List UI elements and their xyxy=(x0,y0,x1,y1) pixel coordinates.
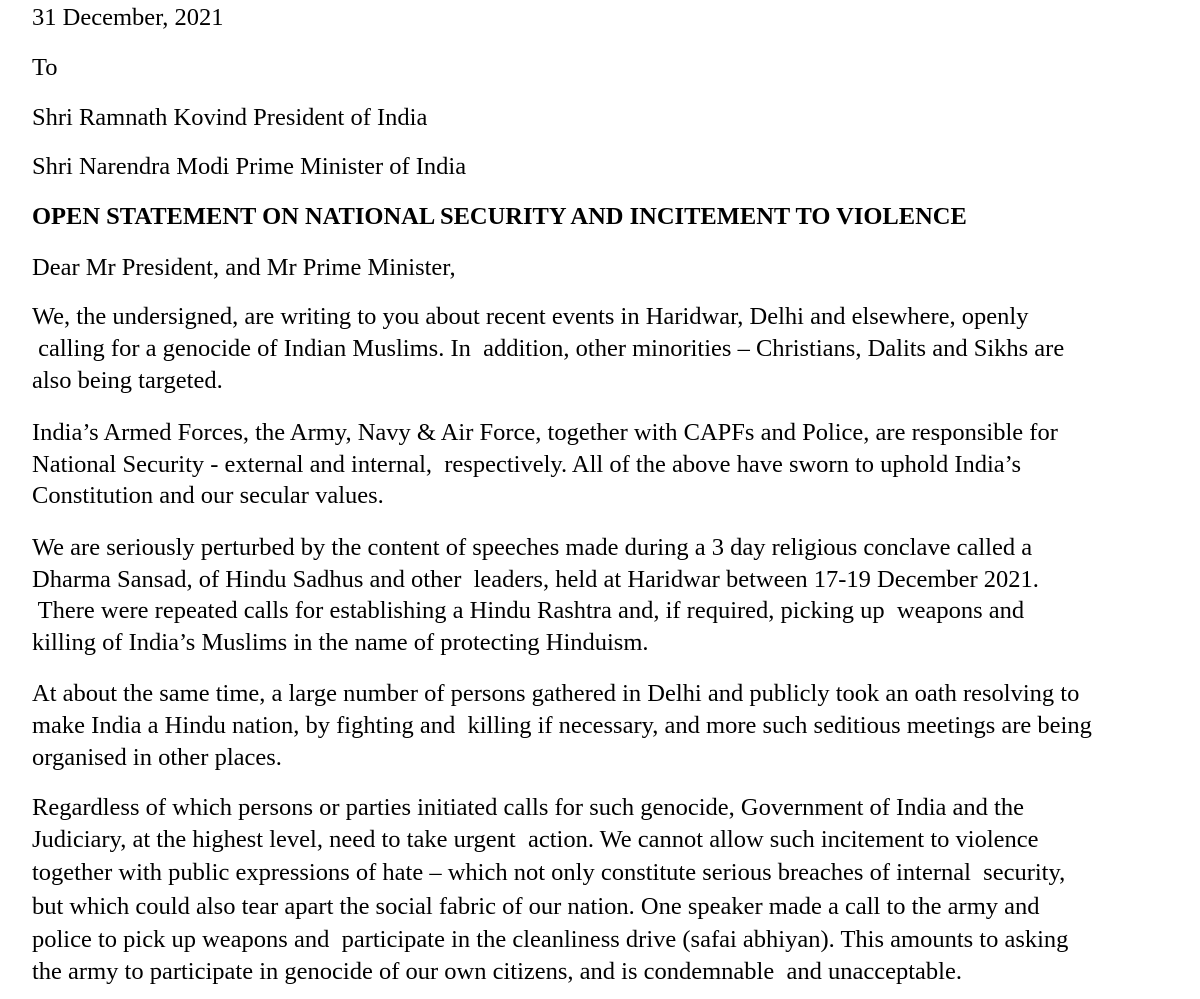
recipient-prime-minister: Shri Narendra Modi Prime Minister of India xyxy=(32,153,467,180)
paragraph-line: Regardless of which persons or parties initiated calls for such genocide, Government of India and the xyxy=(32,794,1024,821)
paragraph-line: Constitution and our secular values. xyxy=(32,482,384,509)
paragraph-line: India’s Armed Forces, the Army, Navy & Air Force, together with CAPFs and Police, are responsible for xyxy=(32,419,1058,446)
paragraph-line: National Security - external and internal, respectively. All of the above have sworn to uphold India’s xyxy=(32,451,1022,478)
paragraph-line: organised in other places. xyxy=(32,744,282,771)
paragraph-line: but which could also tear apart the social fabric of our nation. One speaker made a call to the army and xyxy=(32,893,1040,920)
paragraph-line: the army to participate in genocide of our own citizens, and is condemnable and unacceptable. xyxy=(32,958,962,985)
paragraph-line: together with public expressions of hate – which not only constitute serious breaches of internal security, xyxy=(32,859,1066,886)
letter-date: 31 December, 2021 xyxy=(32,4,224,31)
paragraph-line: Judiciary, at the highest level, need to take urgent action. We cannot allow such incitement to violence xyxy=(32,826,1039,853)
paragraph-line: also being targeted. xyxy=(32,367,223,394)
paragraph-line: make India a Hindu nation, by fighting and killing if necessary, and more such seditious meetings are being xyxy=(32,712,1092,739)
to-label: To xyxy=(32,54,58,81)
recipient-president: Shri Ramnath Kovind President of India xyxy=(32,104,428,131)
paragraph-line: police to pick up weapons and participate in the cleanliness drive (safai abhiyan). This amounts to asking xyxy=(32,926,1069,953)
paragraph-line: calling for a genocide of Indian Muslims. In addition, other minorities – Christians, Dalits and Sikhs are xyxy=(32,335,1065,362)
paragraph-line: We, the undersigned, are writing to you about recent events in Haridwar, Delhi and elsewhere, openly xyxy=(32,303,1029,330)
greeting: Dear Mr President, and Mr Prime Minister, xyxy=(32,254,456,281)
paragraph-line: killing of India’s Muslims in the name of protecting Hinduism. xyxy=(32,629,649,656)
paragraph-line: At about the same time, a large number of persons gathered in Delhi and publicly took an oath resolving to xyxy=(32,680,1080,707)
paragraph-line: There were repeated calls for establishing a Hindu Rashtra and, if required, picking up weapons and xyxy=(32,597,1025,624)
paragraph-line: Dharma Sansad, of Hindu Sadhus and other leaders, held at Haridwar between 17-19 December 2021. xyxy=(32,566,1039,593)
paragraph-line: We are seriously perturbed by the content of speeches made during a 3 day religious conclave called a xyxy=(32,534,1033,561)
statement-heading: OPEN STATEMENT ON NATIONAL SECURITY AND INCITEMENT TO VIOLENCE xyxy=(32,203,967,230)
